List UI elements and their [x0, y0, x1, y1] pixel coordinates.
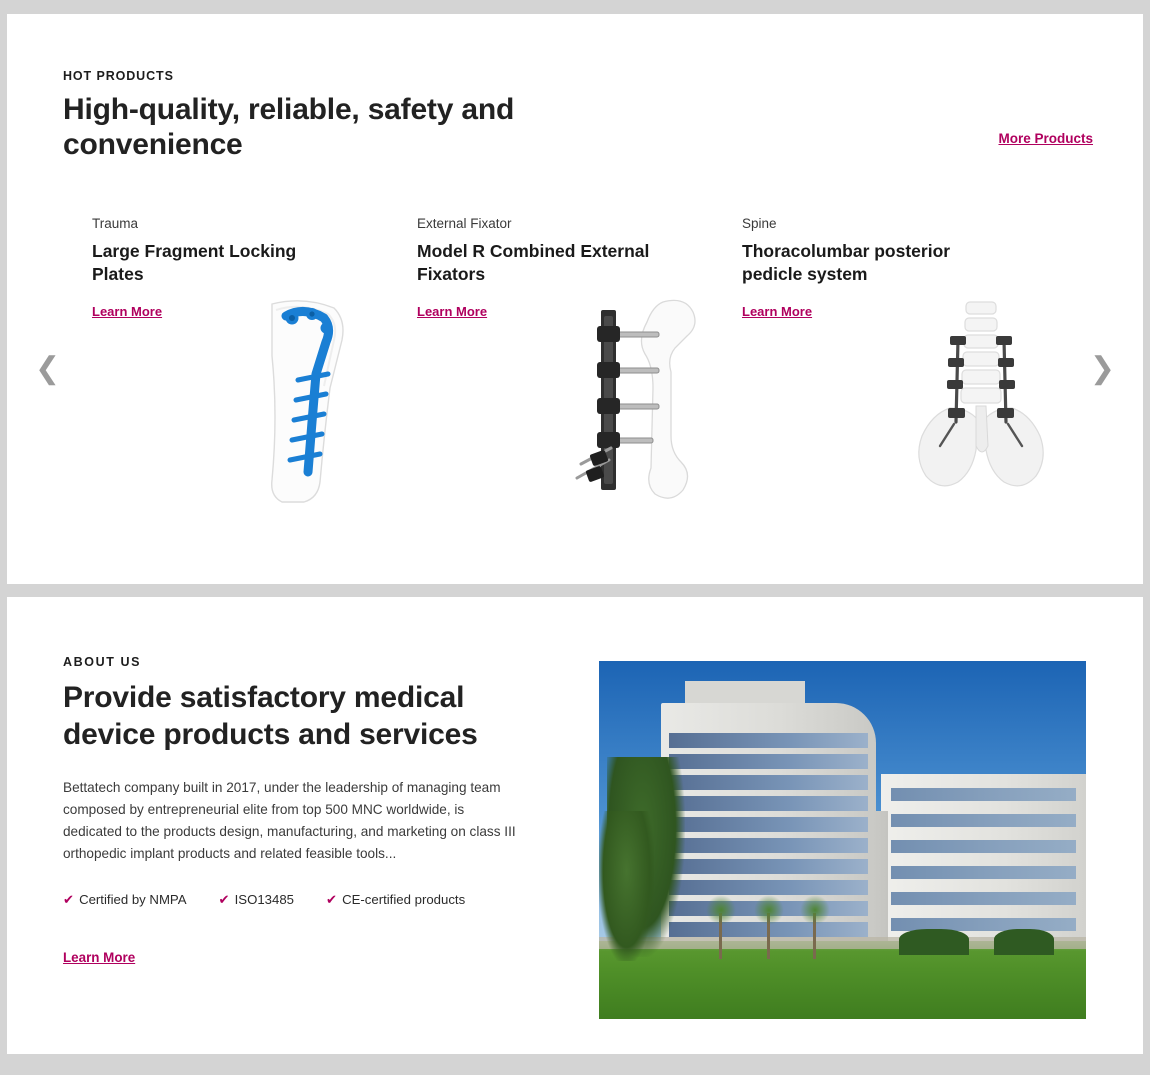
status-badge-label: ISO13485	[234, 892, 294, 908]
product-card[interactable]	[742, 216, 1067, 516]
product-card[interactable]	[417, 216, 742, 516]
locking-plate-tibia-product-image	[242, 296, 422, 511]
about-us-title: Provide satisfactory medical device products and services	[63, 681, 478, 751]
status-badge-label: CE-certified products	[342, 892, 466, 908]
status-badge-label: Certified by NMPA	[79, 892, 187, 908]
page-root	[0, 14, 1150, 1054]
product-card[interactable]	[92, 216, 417, 516]
product-learn-more-link[interactable]: Learn More	[92, 304, 163, 320]
about-us-description: Bettatech company built in 2017, under the leadership of managing team composed by entrepreneurial elite from top 500 MNC worldwide, is dedicated to the products design, manufacturing, and marketing on class III orthopedic implant products and related feasible tools...	[63, 780, 516, 862]
chevron-right-icon[interactable]: ❯	[1089, 351, 1115, 386]
more-products-link[interactable]: More Products	[998, 131, 1093, 146]
company-headquarters-building-photo	[599, 661, 1086, 1019]
product-learn-more-link[interactable]: Learn More	[742, 304, 813, 320]
status-badge	[63, 892, 187, 908]
status-badge	[219, 892, 294, 908]
product-category: Spine	[742, 216, 777, 231]
external-fixator-product-image	[567, 296, 747, 511]
product-learn-more-link[interactable]: Learn More	[417, 304, 488, 320]
chevron-left-icon[interactable]: ❮	[35, 351, 61, 386]
check-icon: ✔	[63, 893, 75, 909]
product-card-list	[92, 216, 1067, 516]
hot-products-title: High-quality, reliable, safety and convenience	[63, 93, 515, 162]
product-title: Thoracolumbar posterior pedicle system	[742, 241, 951, 285]
product-title: Large Fragment Locking Plates	[92, 241, 297, 285]
about-us-eyebrow: ABOUT US	[63, 655, 142, 669]
pedicle-screw-system-product-image	[892, 296, 1072, 511]
product-category: External Fixator	[417, 216, 512, 231]
product-title: Model R Combined External Fixators	[417, 241, 650, 285]
about-learn-more-link[interactable]: Learn More	[63, 950, 136, 966]
check-icon: ✔	[218, 893, 230, 909]
hot-products-eyebrow: HOT PRODUCTS	[63, 69, 174, 83]
hot-products-header	[63, 69, 1093, 163]
status-badge	[326, 892, 465, 908]
product-category: Trauma	[92, 216, 139, 231]
hot-products-section	[7, 14, 1143, 584]
check-icon: ✔	[326, 893, 338, 909]
certification-badge-list	[63, 892, 533, 908]
about-us-content	[63, 655, 533, 967]
